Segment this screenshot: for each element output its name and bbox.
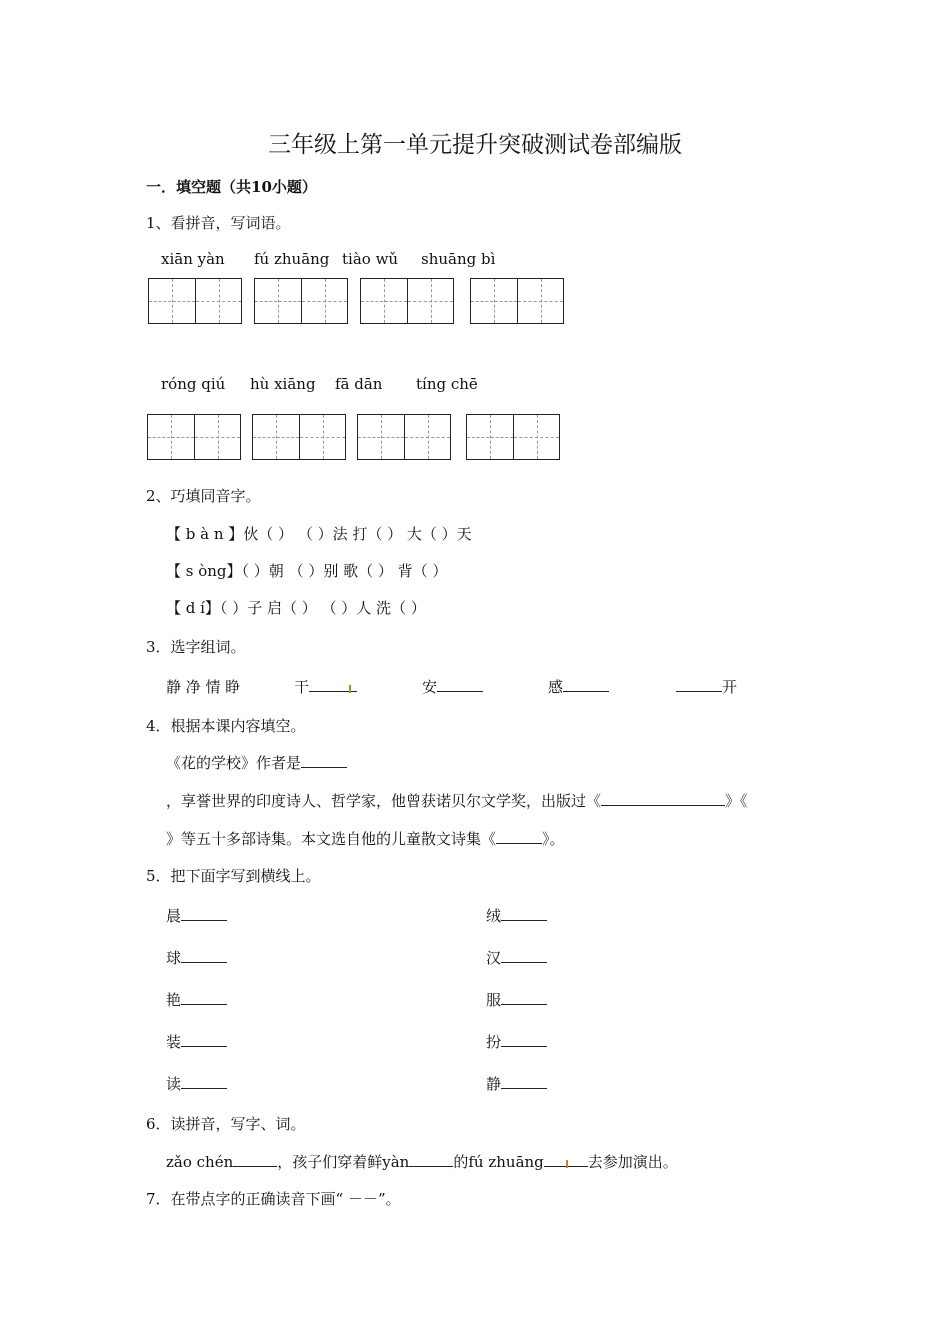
pinyin-label: xiān yàn [161,250,225,268]
writing-grid[interactable] [466,414,560,460]
copy-item: 艳 [166,989,227,1010]
fill-line: ，享誉世界的印度诗人、哲学家，他曾获诺贝尔文学奖，出版过《 》《 [166,792,748,810]
copy-item: 绒 [486,905,547,926]
pinyin-label: róng qiú [161,375,226,393]
answer-blank[interactable] [601,790,725,806]
homophone-line: 【 b à n 】伙（ ） （ ）法 打（ ） 大（ ）天 [166,525,472,543]
pinyin-sentence: zǎo chén ，孩子们穿着鲜yàn 的fú zhuāng 去参加演出。 [166,1153,678,1171]
answer-blank[interactable] [181,1031,227,1047]
mark [349,685,351,693]
word-item: 感 [548,676,609,697]
writing-grid[interactable] [147,414,241,460]
word-item: 安 [422,676,483,697]
question-7-prompt: 7．在带点字的正确读音下画“ －－”。 [146,1190,401,1208]
answer-blank[interactable] [501,989,547,1005]
copy-item: 球 [166,947,227,968]
answer-blank[interactable] [181,905,227,921]
question-5-prompt: 5．把下面字写到横线上。 [146,867,321,885]
copy-item: 汉 [486,947,547,968]
answer-blank[interactable] [676,676,722,692]
writing-grid[interactable] [357,414,451,460]
answer-blank[interactable] [563,676,609,692]
answer-blank[interactable] [501,947,547,963]
writing-grid[interactable] [470,278,564,324]
writing-grid[interactable] [360,278,454,324]
pinyin-label: tiào wǔ [342,250,399,268]
pinyin-label: tíng chē [416,375,478,393]
answer-blank[interactable] [409,1151,453,1167]
answer-blank[interactable] [437,676,483,692]
answer-blank[interactable] [301,752,347,768]
answer-blank[interactable] [181,1073,227,1089]
word-item: 干 [294,676,351,697]
question-2-prompt: 2、巧填同音字。 [146,487,261,505]
copy-item: 服 [486,989,547,1010]
writing-grid[interactable] [148,278,242,324]
section-heading: 一．填空题（共10小题） [146,178,317,196]
answer-blank[interactable] [501,905,547,921]
copy-item: 静 [486,1073,547,1094]
question-3-prompt: 3．选字组词。 [146,638,246,656]
answer-blank[interactable] [181,989,227,1005]
fill-line: 《花的学校》作者是 [166,752,347,773]
character-choices: 静 净 情 睁 [166,678,241,696]
answer-blank[interactable] [233,1151,277,1167]
homophone-line: 【 s òng】（ ）朝 （ ）别 歌（ ） 背（ ） [166,562,448,580]
fill-line: 》等五十多部诗集。本文选自他的儿童散文诗集《 》。 [166,830,565,848]
homophone-line: 【 d í】（ ）子 启（ ） （ ）人 洗（ ） [166,599,426,617]
copy-item: 晨 [166,905,227,926]
pinyin-label: shuāng bì [421,250,496,268]
writing-grid[interactable] [252,414,346,460]
mark [566,1160,568,1168]
copy-item: 读 [166,1073,227,1094]
question-4-prompt: 4．根据本课内容填空。 [146,717,306,735]
answer-blank[interactable] [501,1073,547,1089]
pinyin-label: fú zhuāng [254,250,330,268]
answer-blank[interactable] [181,947,227,963]
answer-blank[interactable] [501,1031,547,1047]
answer-blank[interactable] [496,828,542,844]
pinyin-label: fā dān [335,375,383,393]
question-6-prompt: 6．读拼音，写字、词。 [146,1115,306,1133]
writing-grid[interactable] [254,278,348,324]
page-title: 三年级上第一单元提升突破测试卷部编版 [268,132,682,158]
copy-item: 装 [166,1031,227,1052]
copy-item: 扮 [486,1031,547,1052]
word-item: 开 [676,676,737,697]
question-1-prompt: 1、看拼音，写词语。 [146,214,291,232]
pinyin-label: hù xiāng [250,375,316,393]
